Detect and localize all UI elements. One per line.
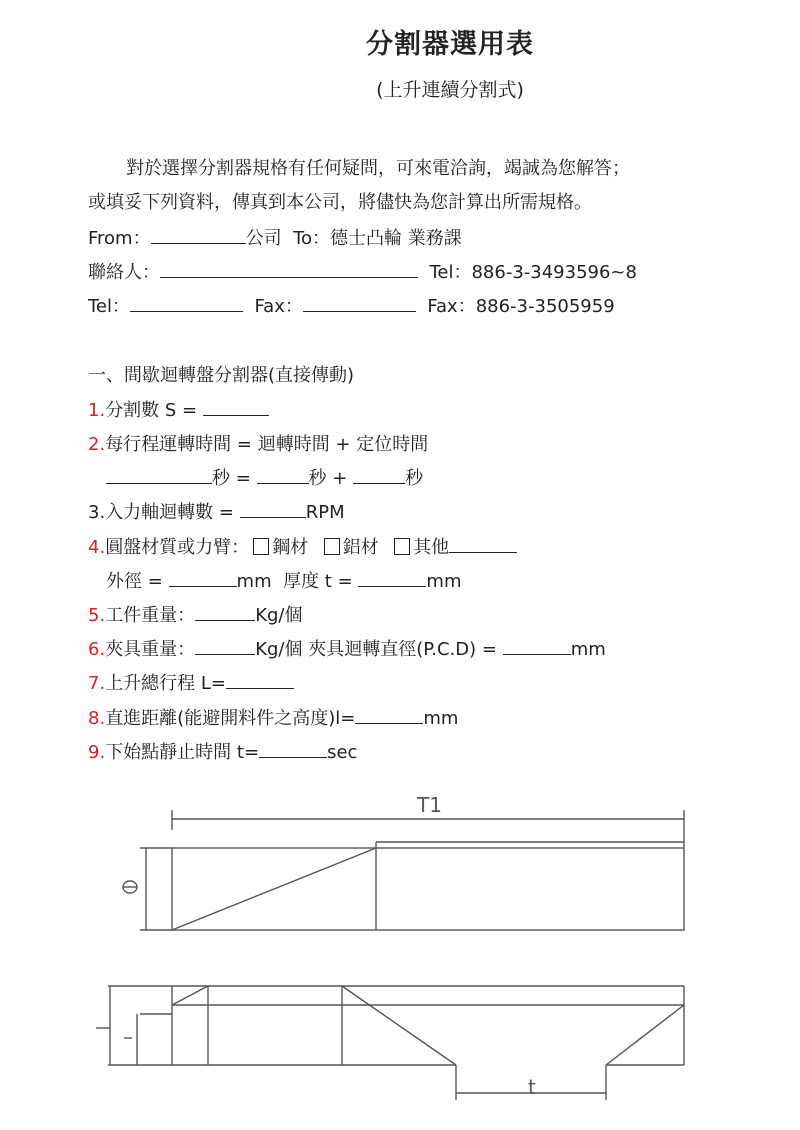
pcd-field[interactable]	[503, 638, 571, 655]
item-6	[88, 635, 606, 661]
time-row	[106, 464, 423, 490]
item-text: 直進距離(能避開料件之高度)l=	[105, 708, 356, 729]
dwell-time-bottom-field[interactable]	[259, 741, 327, 758]
item-number: 9.	[88, 742, 106, 763]
kg-unit: Kg/個	[255, 605, 303, 626]
item-5	[88, 601, 302, 627]
tel-label: Tel：	[88, 296, 131, 317]
sec-unit: sec	[327, 742, 358, 763]
fax-field[interactable]	[303, 295, 416, 312]
t1-label: T1	[417, 793, 442, 817]
thickness-field[interactable]	[358, 570, 426, 587]
theta-symbol	[123, 881, 137, 893]
tel-company: Tel：886-3-3493596~8	[429, 262, 637, 283]
contact-row	[88, 258, 637, 284]
item-number: 5.	[88, 605, 106, 626]
steel-checkbox[interactable]	[253, 538, 269, 555]
item-4	[88, 533, 517, 559]
other-label: 其他	[413, 537, 450, 558]
lift-distance-field[interactable]	[355, 707, 423, 724]
tel-fax-row	[88, 292, 615, 318]
mm-unit-2: mm	[426, 571, 462, 592]
tel-field[interactable]	[130, 295, 243, 312]
mm-unit-lift: mm	[423, 708, 459, 729]
item-text: 每行程運轉時間 = 迴轉時間 + 定位時間	[105, 434, 429, 455]
intro-line-2: 或填妥下列資料，傳真到本公司，將儘快為您計算出所需規格。	[88, 192, 592, 213]
fax-company: Fax：886-3-3505959	[427, 296, 615, 317]
to-text: To：德士凸輪 業務課	[293, 228, 462, 249]
rpm-unit: RPM	[305, 502, 345, 523]
index-motion-box	[172, 848, 684, 930]
item-7	[88, 669, 294, 695]
motion-diagram	[0, 770, 800, 1130]
item-number: 4.	[88, 537, 106, 558]
aluminum-checkbox[interactable]	[324, 538, 340, 555]
aluminum-label: 鋁材	[342, 537, 379, 558]
item-text: 上升總行程 L=	[105, 673, 227, 694]
company-suffix: 公司	[245, 228, 282, 249]
fixture-suffix: Kg/個 夾具迴轉直徑(P.C.D) =	[255, 639, 497, 660]
fax-label: Fax：	[254, 296, 303, 317]
division-count-field[interactable]	[203, 399, 269, 416]
lift-fall-ramp	[342, 986, 456, 1065]
index-ramp	[172, 848, 376, 930]
item-number: 2.	[88, 434, 106, 455]
lift-return-ramp	[606, 1005, 684, 1065]
sec-eq-2: 秒 +	[308, 468, 348, 489]
mm-unit-pcd: mm	[570, 639, 606, 660]
page-title: 分割器選用表	[366, 29, 534, 60]
input-rpm-field[interactable]	[240, 501, 306, 518]
page-subtitle: (上升連續分割式)	[376, 79, 524, 101]
other-material-field[interactable]	[449, 536, 517, 553]
fixture-weight-field[interactable]	[195, 638, 255, 655]
steel-label: 鋼材	[272, 537, 309, 558]
rotation-time-field[interactable]	[257, 467, 309, 484]
from-row	[88, 224, 462, 250]
from-label: From：	[88, 228, 151, 249]
cycle-time-field[interactable]	[106, 467, 212, 484]
thickness-label: 厚度 t =	[283, 571, 353, 592]
from-company-field[interactable]	[151, 227, 246, 244]
item-text: 工件重量：	[105, 605, 196, 626]
item-9	[88, 738, 357, 764]
intro-line-1: 對於選擇分割器規格有任何疑問，可來電洽詢，竭誠為您解答；	[126, 158, 630, 179]
lift-rise-ramp	[172, 986, 208, 1005]
dimension-row	[106, 567, 461, 593]
item-text: 入力軸迴轉數 =	[105, 502, 234, 523]
section-heading: 一、間歇迴轉盤分割器(直接傳動)	[88, 365, 355, 386]
item-number: 8.	[88, 708, 106, 729]
item-number: 6.	[88, 639, 106, 660]
item-text: 分割數 S =	[105, 400, 198, 421]
item-number: 7.	[88, 673, 106, 694]
item-text: 圓盤材質或力臂：	[105, 537, 250, 558]
other-checkbox[interactable]	[394, 538, 410, 555]
item-text: 下始點靜止時間 t=	[105, 742, 260, 763]
total-stroke-field[interactable]	[226, 672, 294, 689]
sec-eq-3: 秒	[405, 468, 424, 489]
workpiece-weight-field[interactable]	[195, 604, 255, 621]
sec-eq-1: 秒 =	[212, 468, 251, 489]
contact-label: 聯絡人：	[88, 262, 160, 283]
item-8	[88, 704, 458, 730]
contact-person-field[interactable]	[160, 261, 418, 278]
mm-unit-1: mm	[236, 571, 272, 592]
item-3	[88, 498, 345, 524]
item-number: 1.	[88, 400, 106, 421]
dwell-time-field[interactable]	[353, 467, 405, 484]
outer-diameter-field[interactable]	[169, 570, 237, 587]
item-2	[88, 430, 428, 456]
item-text: 夾具重量：	[105, 639, 196, 660]
outer-diameter-label: 外徑 =	[106, 571, 163, 592]
t-label: t	[528, 1075, 536, 1099]
item-1	[88, 396, 269, 422]
item-number: 3.	[88, 502, 106, 523]
